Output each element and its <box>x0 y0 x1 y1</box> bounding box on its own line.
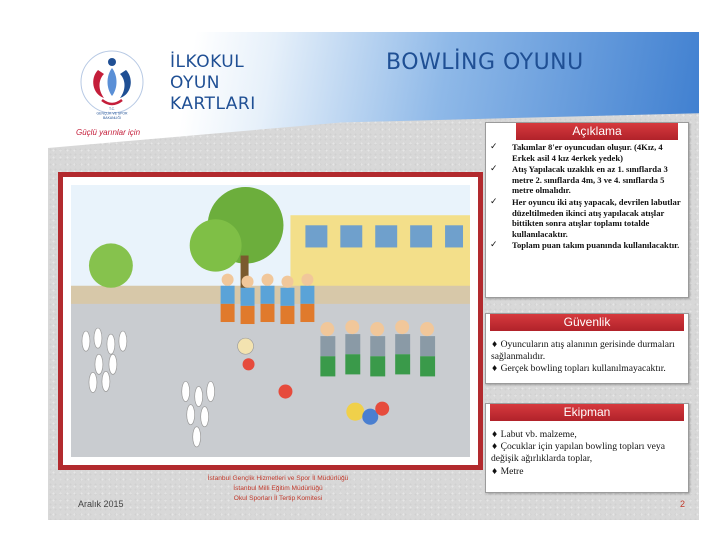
check-icon: ✓ <box>490 142 498 152</box>
diamond-icon: ♦ <box>491 364 499 374</box>
footer-organization <box>178 474 378 504</box>
list-item: ✓ Toplam puan takım puanında kullanılacaktır. <box>490 240 680 251</box>
brand-line: KARTLARI <box>170 94 256 114</box>
list-item: ✓ Takımlar 8'er oyuncudan oluşur. (4Kız, 4 Erkek asil 4 kız 4erkek yedek) <box>490 142 663 163</box>
check-icon: ✓ <box>490 240 498 251</box>
description-panel <box>485 122 689 298</box>
description-list <box>486 140 688 251</box>
ministry-logo <box>76 48 148 126</box>
list-item: ✓ Her oyuncu iki atış yapacak, devrilen labutlar düzeltilmeden ikinci atış yapılacak atışlar bittikten sonra atışlar toplamı totalde kullanılacaktır. <box>490 196 681 239</box>
description-heading: Açıklama <box>516 123 678 140</box>
safety-list <box>486 331 688 376</box>
page-number: 2 <box>680 499 686 509</box>
illustration-frame <box>58 172 483 470</box>
diamond-icon: ♦ <box>491 430 499 439</box>
safety-heading: Güvenlik <box>490 314 684 331</box>
slide <box>48 32 699 520</box>
diamond-icon: ♦ <box>491 466 499 476</box>
equipment-list <box>486 421 688 478</box>
page-title: BOWLİNG OYUNU <box>386 50 584 75</box>
list-item: ♦ Oyuncuların atış alanının gerisinde durmaları sağlanmalıdır. <box>491 339 675 363</box>
logo-caption: Güçlü yarınlar için <box>76 128 141 137</box>
equipment-heading: Ekipman <box>490 404 684 421</box>
equipment-panel <box>485 403 689 493</box>
diamond-icon: ♦ <box>491 340 499 349</box>
brand-line: OYUN <box>170 73 220 93</box>
list-item: ♦ Metre <box>491 465 524 477</box>
brand-line: İLKOKUL <box>170 52 245 72</box>
check-icon: ✓ <box>490 196 498 207</box>
list-item: ♦ Labut vb. malzeme, <box>491 429 577 440</box>
svg-text:BAKANLIĞI: BAKANLIĞI <box>103 116 121 120</box>
org-line: İstanbul Gençlik Hizmetleri ve Spor İl Müdürlüğü <box>207 475 349 482</box>
footer-date: Aralık 2015 <box>78 499 124 509</box>
list-item: ♦ Çocuklar için yapılan bowling topları veya değişik ağırlıklarda toplar, <box>491 441 665 465</box>
svg-text:GENÇLİK VE SPOR: GENÇLİK VE SPOR <box>96 111 128 116</box>
check-icon: ✓ <box>490 164 498 175</box>
safety-panel <box>485 313 689 384</box>
list-item: ✓ Atış Yapılacak uzaklık en az 1. sınıflarda 3 metre 2. sınıflarda 4m, 3 ve 4. sınıflarda 5 metre olmalıdır. <box>490 164 668 196</box>
org-line: Okul Sporları İl Tertip Komitesi <box>233 495 323 502</box>
bowling-illustration <box>71 185 470 457</box>
org-line: İstanbul Milli Eğitim Müdürlüğü <box>233 485 323 492</box>
illustration <box>63 177 478 465</box>
brand-title <box>170 52 256 115</box>
svg-text:T.C.: T.C. <box>108 107 116 111</box>
diamond-icon: ♦ <box>491 442 499 452</box>
list-item: ♦ Gerçek bowling topları kullanılmayacaktır. <box>491 363 666 375</box>
